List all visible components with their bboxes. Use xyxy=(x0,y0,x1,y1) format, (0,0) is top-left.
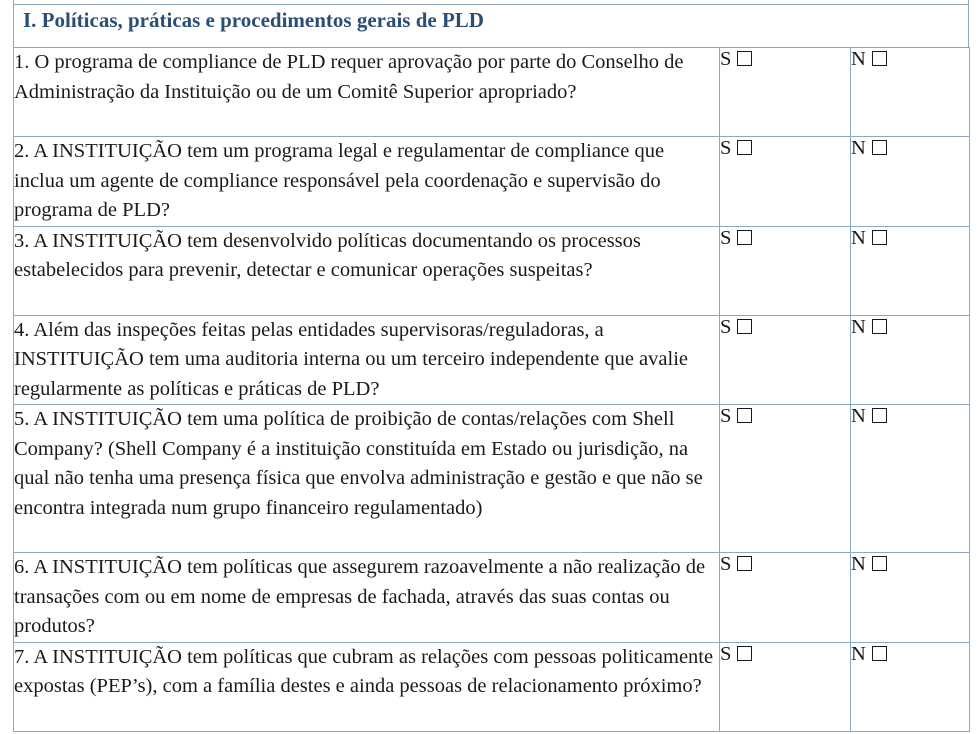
yes-option[interactable] xyxy=(720,405,851,553)
yes-option[interactable] xyxy=(720,553,851,643)
yes-checkbox[interactable] xyxy=(737,556,752,571)
yes-checkbox[interactable] xyxy=(737,408,752,423)
no-checkbox[interactable] xyxy=(872,646,887,661)
no-label: N xyxy=(851,315,866,338)
yes-label: S xyxy=(720,315,732,338)
yes-checkbox[interactable] xyxy=(737,646,752,661)
no-option[interactable] xyxy=(851,553,970,643)
no-option[interactable] xyxy=(851,48,970,137)
no-label: N xyxy=(851,226,866,249)
yes-checkbox[interactable] xyxy=(737,230,752,245)
question-text: 3. A INSTITUIÇÃO tem desenvolvido políticas documentando os processos estabelecidos para prevenir, detectar e comunicar operações suspeitas? xyxy=(14,226,720,315)
question-row xyxy=(14,642,970,731)
no-label: N xyxy=(851,553,866,575)
yes-checkbox[interactable] xyxy=(737,319,752,334)
question-text: 2. A INSTITUIÇÃO tem um programa legal e regulamentar de compliance que inclua um agente de compliance responsável pela coordenação e supervisão do programa de PLD? xyxy=(14,137,720,227)
yes-label: S xyxy=(720,405,732,427)
questionnaire-frame xyxy=(13,0,969,734)
question-text: 5. A INSTITUIÇÃO tem uma política de proibição de contas/relações com Shell Company? (Shell Company é a instituição constituída em Estado ou jurisdição, na qual não tenha uma presença física que envolva administração e gestão e que não se encontra integrada num grupo financeiro regulamentado) xyxy=(14,405,720,553)
no-option[interactable] xyxy=(851,405,970,553)
no-checkbox[interactable] xyxy=(872,556,887,571)
yes-label: S xyxy=(720,137,732,159)
question-text: 6. A INSTITUIÇÃO tem políticas que assegurem razoavelmente a não realização de transações com ou em nome de empresas de fachada, através das suas contas ou produtos? xyxy=(14,553,720,643)
no-label: N xyxy=(851,405,866,427)
question-row xyxy=(14,137,970,227)
yes-option[interactable] xyxy=(720,137,851,227)
question-text: 1. O programa de compliance de PLD requer aprovação por parte do Conselho de Administração da Instituição ou de um Comitê Superior apropriado? xyxy=(14,48,720,137)
no-checkbox[interactable] xyxy=(872,230,887,245)
no-label: N xyxy=(851,137,866,159)
yes-option[interactable] xyxy=(720,48,851,137)
yes-label: S xyxy=(720,48,732,70)
no-option[interactable] xyxy=(851,642,970,731)
no-checkbox[interactable] xyxy=(872,408,887,423)
question-row xyxy=(14,553,970,643)
yes-checkbox[interactable] xyxy=(737,51,752,66)
question-text: 4. Além das inspeções feitas pelas entidades supervisoras/reguladoras, a INSTITUIÇÃO tem uma auditoria interna ou um terceiro independente que avalie regularmente as políticas e práticas de PLD? xyxy=(14,315,720,405)
question-row xyxy=(14,48,970,137)
no-label: N xyxy=(851,642,866,665)
questions-table xyxy=(13,47,970,732)
yes-option[interactable] xyxy=(720,642,851,731)
yes-checkbox[interactable] xyxy=(737,140,752,155)
question-row xyxy=(14,315,970,405)
yes-label: S xyxy=(720,553,732,575)
no-option[interactable] xyxy=(851,137,970,227)
yes-option[interactable] xyxy=(720,226,851,315)
question-text: 7. A INSTITUIÇÃO tem políticas que cubram as relações com pessoas politicamente expostas (PEP’s), com a família destes e ainda pessoas de relacionamento próximo? xyxy=(14,642,720,731)
section-title: I. Políticas, práticas e procedimentos gerais de PLD xyxy=(13,4,969,48)
no-checkbox[interactable] xyxy=(872,140,887,155)
no-option[interactable] xyxy=(851,315,970,405)
yes-label: S xyxy=(720,226,732,249)
no-checkbox[interactable] xyxy=(872,51,887,66)
no-option[interactable] xyxy=(851,226,970,315)
question-row xyxy=(14,405,970,553)
question-row xyxy=(14,226,970,315)
no-checkbox[interactable] xyxy=(872,319,887,334)
yes-option[interactable] xyxy=(720,315,851,405)
yes-label: S xyxy=(720,642,732,665)
no-label: N xyxy=(851,48,866,70)
